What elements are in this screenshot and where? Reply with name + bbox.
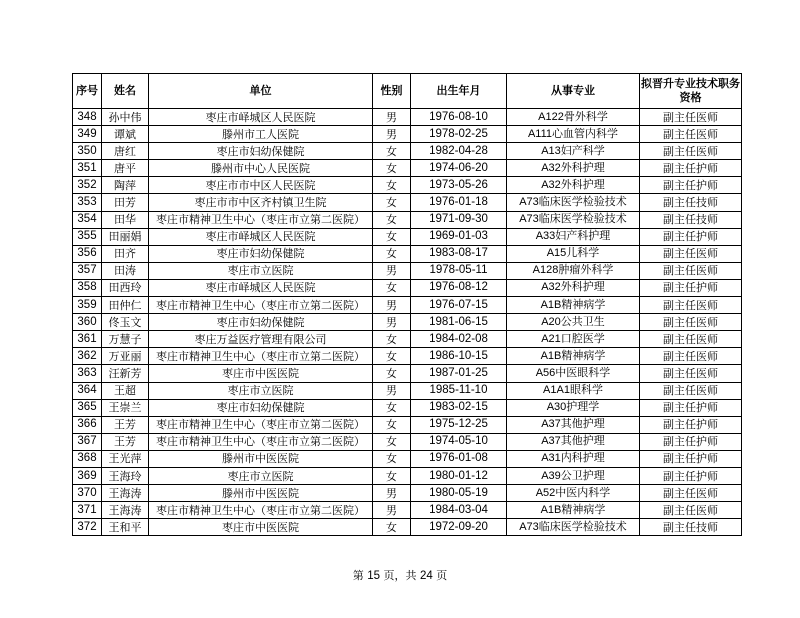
cell-name: 王海涛 [102,485,149,502]
table-row [73,211,742,228]
cell-specialty: A15儿科学 [507,245,640,262]
header-name: 姓名 [102,74,149,109]
cell-index: 362 [73,348,102,365]
cell-unit: 枣庄市精神卫生中心（枣庄市立第二医院） [149,502,373,519]
cell-name: 田齐 [102,245,149,262]
cell-birth: 1981-06-15 [411,314,507,331]
cell-index: 357 [73,262,102,279]
cell-birth: 1976-08-12 [411,279,507,296]
cell-birth: 1969-01-03 [411,228,507,245]
cell-unit: 枣庄市精神卫生中心（枣庄市立第二医院） [149,416,373,433]
cell-gender: 女 [373,519,411,536]
table-row [73,177,742,194]
table-row [73,126,742,143]
cell-name: 王光萍 [102,450,149,467]
cell-birth: 1973-05-26 [411,177,507,194]
cell-name: 汪新芳 [102,365,149,382]
cell-title: 副主任医师 [640,331,742,348]
cell-gender: 女 [373,467,411,484]
cell-birth: 1976-07-15 [411,297,507,314]
cell-gender: 女 [373,416,411,433]
cell-specialty: A32外科护理 [507,279,640,296]
table-row [73,519,742,536]
cell-name: 田涛 [102,262,149,279]
cell-birth: 1972-09-20 [411,519,507,536]
cell-gender: 男 [373,109,411,126]
table-row [73,433,742,450]
cell-title: 副主任医师 [640,126,742,143]
cell-name: 田华 [102,211,149,228]
cell-specialty: A33妇产科护理 [507,228,640,245]
table-row [73,467,742,484]
cell-name: 孙中伟 [102,109,149,126]
cell-name: 万慧子 [102,331,149,348]
cell-birth: 1984-02-08 [411,331,507,348]
header-unit: 单位 [149,74,373,109]
cell-title: 副主任护师 [640,160,742,177]
cell-specialty: A32外科护理 [507,160,640,177]
header-gender: 性别 [373,74,411,109]
cell-gender: 女 [373,160,411,177]
cell-birth: 1980-05-19 [411,485,507,502]
cell-gender: 女 [373,348,411,365]
table-row [73,331,742,348]
cell-birth: 1978-05-11 [411,262,507,279]
cell-name: 王崇兰 [102,399,149,416]
cell-title: 副主任护师 [640,228,742,245]
cell-unit: 枣庄市中医医院 [149,519,373,536]
cell-birth: 1980-01-12 [411,467,507,484]
cell-unit: 枣庄市妇幼保健院 [149,399,373,416]
cell-birth: 1987-01-25 [411,365,507,382]
cell-unit: 枣庄市立医院 [149,467,373,484]
footer-current-page: 15 [367,570,380,582]
cell-unit: 枣庄市立医院 [149,382,373,399]
cell-unit: 滕州市中医医院 [149,485,373,502]
cell-index: 351 [73,160,102,177]
header-title: 拟晋升专业技术职务资格 [640,74,742,109]
cell-gender: 女 [373,228,411,245]
header-index: 序号 [73,74,102,109]
cell-birth: 1976-08-10 [411,109,507,126]
cell-title: 副主任护师 [640,433,742,450]
cell-title: 副主任医师 [640,485,742,502]
cell-title: 副主任医师 [640,502,742,519]
cell-specialty: A56中医眼科学 [507,365,640,382]
cell-birth: 1983-08-17 [411,245,507,262]
cell-index: 372 [73,519,102,536]
cell-index: 355 [73,228,102,245]
cell-title: 副主任医师 [640,245,742,262]
cell-name: 王芳 [102,433,149,450]
document-page [72,73,741,536]
cell-title: 副主任医师 [640,109,742,126]
cell-birth: 1982-04-28 [411,143,507,160]
table-row [73,279,742,296]
cell-index: 360 [73,314,102,331]
cell-name: 王海涛 [102,502,149,519]
table-row [73,109,742,126]
cell-unit: 枣庄市精神卫生中心（枣庄市立第二医院） [149,297,373,314]
cell-title: 副主任护师 [640,416,742,433]
cell-unit: 枣庄市峄城区人民医院 [149,228,373,245]
header-specialty: 从事专业 [507,74,640,109]
cell-unit: 枣庄市峄城区人民医院 [149,279,373,296]
cell-title: 副主任护师 [640,279,742,296]
cell-gender: 男 [373,297,411,314]
cell-specialty: A122骨外科学 [507,109,640,126]
cell-name: 唐平 [102,160,149,177]
cell-title: 副主任医师 [640,262,742,279]
cell-specialty: A128肿瘤外科学 [507,262,640,279]
cell-specialty: A73临床医学检验技术 [507,211,640,228]
cell-birth: 1985-11-10 [411,382,507,399]
cell-gender: 女 [373,143,411,160]
footer-suffix: 页 [436,569,448,582]
cell-gender: 男 [373,382,411,399]
cell-gender: 男 [373,126,411,143]
cell-name: 佟玉文 [102,314,149,331]
cell-title: 副主任护师 [640,399,742,416]
cell-gender: 女 [373,194,411,211]
cell-index: 359 [73,297,102,314]
table-row [73,143,742,160]
personnel-table [72,73,742,536]
table-row [73,228,742,245]
cell-specialty: A32外科护理 [507,177,640,194]
table-row [73,399,742,416]
cell-title: 副主任医师 [640,348,742,365]
cell-index: 368 [73,450,102,467]
cell-unit: 枣庄市精神卫生中心（枣庄市立第二医院） [149,211,373,228]
cell-birth: 1974-06-20 [411,160,507,177]
cell-name: 田西玲 [102,279,149,296]
cell-unit: 枣庄市精神卫生中心（枣庄市立第二医院） [149,433,373,450]
cell-name: 田芳 [102,194,149,211]
cell-gender: 男 [373,502,411,519]
cell-index: 364 [73,382,102,399]
cell-gender: 女 [373,450,411,467]
cell-gender: 女 [373,331,411,348]
cell-specialty: A37其他护理 [507,433,640,450]
table-row [73,297,742,314]
cell-specialty: A30护理学 [507,399,640,416]
cell-title: 副主任医师 [640,382,742,399]
table-row [73,194,742,211]
cell-specialty: A13妇产科学 [507,143,640,160]
cell-gender: 女 [373,211,411,228]
cell-unit: 枣庄市立医院 [149,262,373,279]
cell-specialty: A111心血管内科学 [507,126,640,143]
cell-name: 陶萍 [102,177,149,194]
table-row [73,416,742,433]
cell-unit: 滕州市中医医院 [149,450,373,467]
cell-index: 350 [73,143,102,160]
cell-specialty: A73临床医学检验技术 [507,194,640,211]
cell-gender: 女 [373,399,411,416]
table-row [73,160,742,177]
cell-name: 田仲仁 [102,297,149,314]
cell-specialty: A20公共卫生 [507,314,640,331]
cell-index: 365 [73,399,102,416]
cell-gender: 女 [373,433,411,450]
cell-title: 副主任护师 [640,450,742,467]
cell-title: 副主任护师 [640,177,742,194]
cell-birth: 1974-05-10 [411,433,507,450]
cell-index: 353 [73,194,102,211]
page-footer [0,567,800,583]
cell-specialty: A1B精神病学 [507,297,640,314]
cell-birth: 1984-03-04 [411,502,507,519]
cell-birth: 1986-10-15 [411,348,507,365]
cell-index: 354 [73,211,102,228]
cell-title: 副主任医师 [640,365,742,382]
cell-unit: 枣庄市妇幼保健院 [149,143,373,160]
cell-title: 副主任医师 [640,297,742,314]
cell-unit: 枣庄万益医疗管理有限公司 [149,331,373,348]
cell-gender: 男 [373,314,411,331]
cell-specialty: A73临床医学检验技术 [507,519,640,536]
cell-gender: 男 [373,262,411,279]
cell-index: 356 [73,245,102,262]
header-birth: 出生年月 [411,74,507,109]
cell-unit: 枣庄市峄城区人民医院 [149,109,373,126]
table-row [73,382,742,399]
cell-index: 367 [73,433,102,450]
table-header-row [73,74,742,109]
cell-specialty: A1B精神病学 [507,348,640,365]
cell-index: 369 [73,467,102,484]
cell-title: 副主任护师 [640,467,742,484]
cell-index: 349 [73,126,102,143]
cell-specialty: A1B精神病学 [507,502,640,519]
cell-title: 副主任医师 [640,314,742,331]
cell-index: 363 [73,365,102,382]
cell-specialty: A1A1眼科学 [507,382,640,399]
cell-gender: 女 [373,365,411,382]
cell-unit: 枣庄市精神卫生中心（枣庄市立第二医院） [149,348,373,365]
cell-birth: 1976-01-08 [411,450,507,467]
table-body [73,109,742,536]
cell-index: 348 [73,109,102,126]
cell-birth: 1975-12-25 [411,416,507,433]
cell-title: 副主任医师 [640,143,742,160]
cell-birth: 1971-09-30 [411,211,507,228]
cell-title: 副主任技师 [640,194,742,211]
cell-index: 371 [73,502,102,519]
cell-unit: 滕州市中心人民医院 [149,160,373,177]
table-row [73,245,742,262]
cell-gender: 女 [373,177,411,194]
footer-middle: 页，共 [383,569,417,582]
cell-index: 370 [73,485,102,502]
cell-unit: 枣庄市市中区人民医院 [149,177,373,194]
footer-prefix: 第 [352,569,364,582]
cell-specialty: A52中医内科学 [507,485,640,502]
cell-name: 万亚丽 [102,348,149,365]
cell-unit: 枣庄市中医医院 [149,365,373,382]
cell-specialty: A39公卫护理 [507,467,640,484]
cell-name: 王和平 [102,519,149,536]
table-row [73,502,742,519]
cell-specialty: A31内科护理 [507,450,640,467]
cell-index: 352 [73,177,102,194]
cell-index: 361 [73,331,102,348]
table-row [73,365,742,382]
cell-specialty: A21口腔医学 [507,331,640,348]
table-row [73,450,742,467]
cell-specialty: A37其他护理 [507,416,640,433]
table-row [73,262,742,279]
cell-birth: 1983-02-15 [411,399,507,416]
table-row [73,314,742,331]
cell-unit: 枣庄市妇幼保健院 [149,314,373,331]
cell-name: 王海玲 [102,467,149,484]
cell-birth: 1976-01-18 [411,194,507,211]
cell-gender: 女 [373,279,411,296]
cell-birth: 1978-02-25 [411,126,507,143]
cell-name: 王芳 [102,416,149,433]
cell-name: 王超 [102,382,149,399]
table-row [73,485,742,502]
table-row [73,348,742,365]
cell-unit: 滕州市工人医院 [149,126,373,143]
cell-name: 唐红 [102,143,149,160]
cell-title: 副主任技师 [640,211,742,228]
cell-name: 田丽娟 [102,228,149,245]
cell-index: 366 [73,416,102,433]
cell-gender: 女 [373,245,411,262]
cell-gender: 男 [373,485,411,502]
footer-total-pages: 24 [420,570,433,582]
cell-unit: 枣庄市市中区齐村镇卫生院 [149,194,373,211]
cell-unit: 枣庄市妇幼保健院 [149,245,373,262]
cell-index: 358 [73,279,102,296]
cell-title: 副主任技师 [640,519,742,536]
cell-name: 谭斌 [102,126,149,143]
